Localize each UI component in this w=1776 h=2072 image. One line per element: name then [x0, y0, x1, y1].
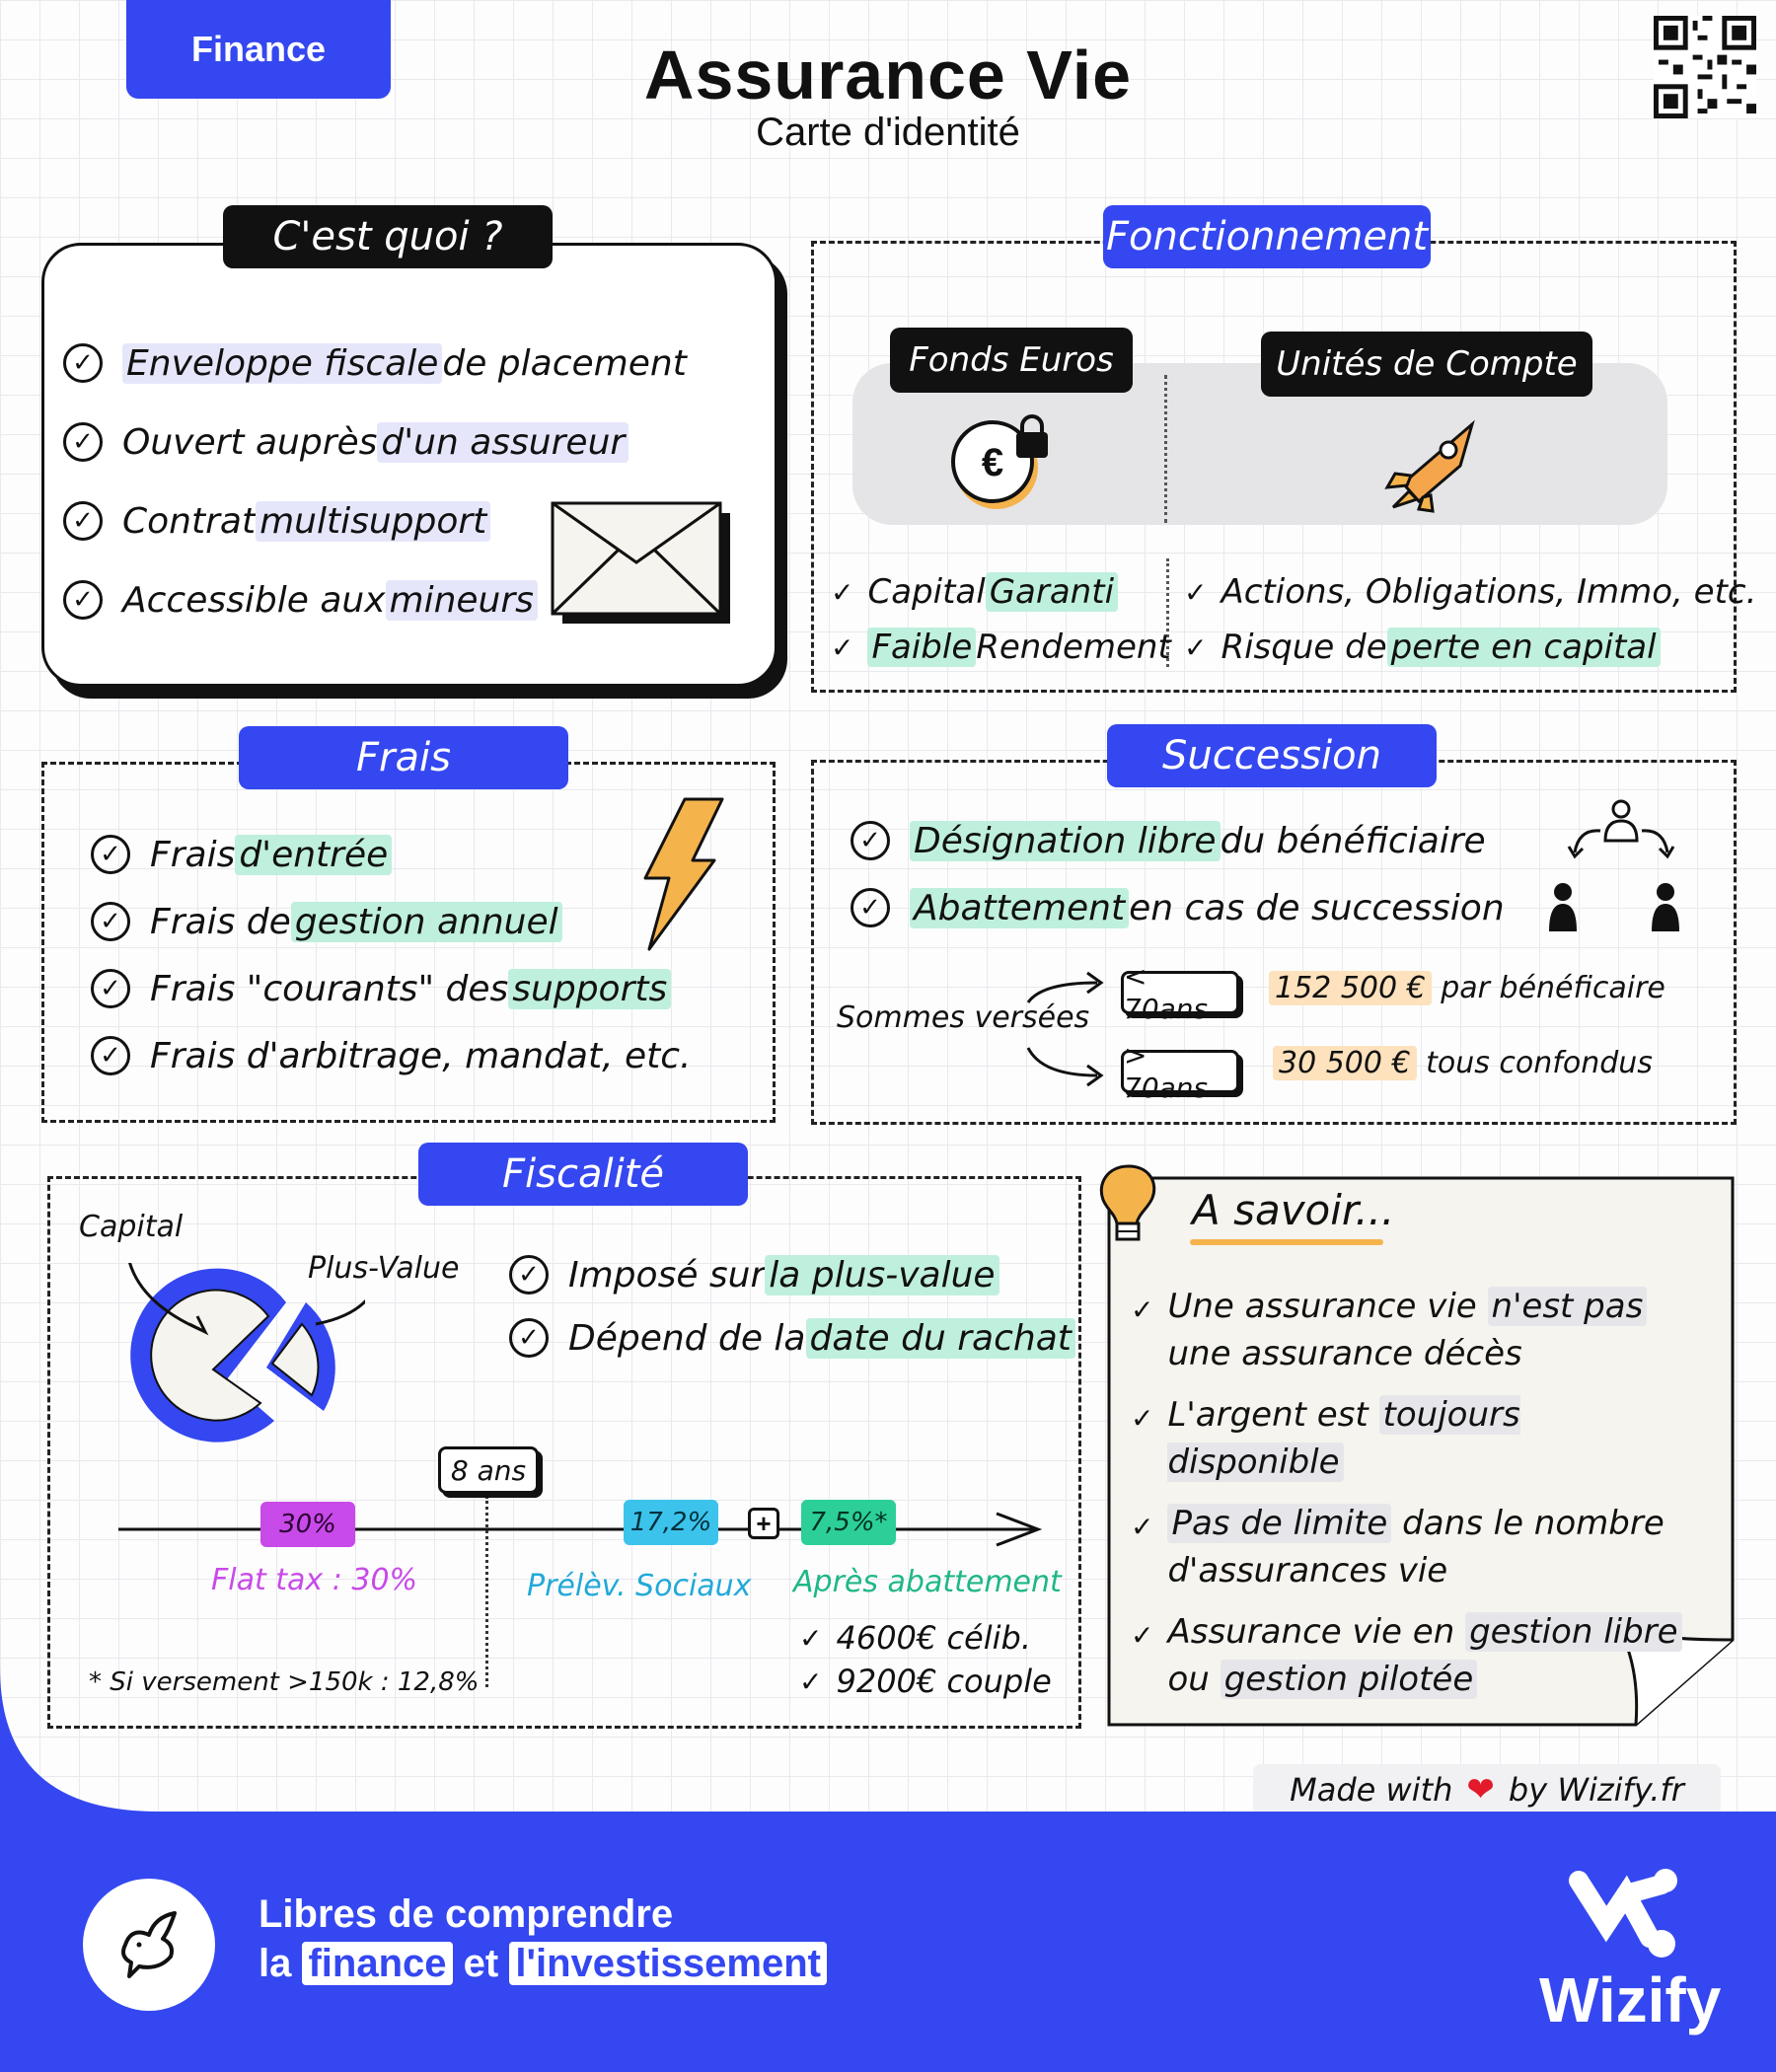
list-item: ✓ Enveloppe fiscale de placement — [63, 324, 687, 403]
beneficiaries-icon — [1549, 797, 1693, 937]
qr-code-icon[interactable] — [1654, 16, 1756, 118]
fiscalite-list — [509, 1243, 1075, 1369]
list-item: ✓ Actions, Obligations, Immo, etc. — [1184, 572, 1757, 612]
split-arrows-icon — [1022, 967, 1121, 1095]
list-item: ✓ L'argent est toujours disponible — [1131, 1395, 1520, 1482]
list-item: ✓ 4600€ célib. — [799, 1619, 1031, 1657]
lightning-icon — [631, 795, 730, 953]
check-circle-icon: ✓ — [63, 343, 103, 383]
list-item: ✓ Assurance vie en gestion libre ou gestion pilotée — [1131, 1608, 1703, 1703]
list-item: ✓ Désignation libre du bénéficiaire — [851, 807, 1505, 874]
frais-list — [91, 821, 691, 1089]
footnote: * Si versement >150k : 12,8% — [89, 1667, 480, 1697]
age-under-70-badge: < 70ans — [1121, 971, 1239, 1014]
svg-text:€: € — [981, 441, 1004, 484]
check-icon: ✓ — [1131, 1511, 1154, 1543]
age-over-70-badge: > 70ans — [1121, 1050, 1239, 1093]
succession-title: Succession — [1107, 724, 1437, 787]
abattement-under-70: 152 500 € par bénéficaire — [1269, 971, 1665, 1005]
check-circle-icon: ✓ — [851, 821, 890, 860]
envelope-icon — [549, 499, 736, 631]
cest-quoi-title: C'est quoi ? — [223, 205, 553, 268]
lightbulb-icon — [1091, 1160, 1166, 1249]
check-circle-icon: ✓ — [91, 969, 130, 1008]
unites-compte-list — [1184, 564, 1756, 675]
eight-years-badge: 8 ans — [438, 1446, 539, 1494]
fiscalite-title: Fiscalité — [418, 1143, 748, 1206]
check-icon: ✓ — [1131, 1294, 1154, 1326]
apres-abattement-label: Après abattement — [793, 1565, 1062, 1599]
prelevements-label: Prélèv. Sociaux — [527, 1569, 752, 1603]
sommes-versees-label: Sommes versées — [837, 1000, 1090, 1035]
page-title: Assurance Vie — [643, 37, 1133, 113]
list-item: ✓ Frais "courants" des supports — [91, 955, 691, 1022]
wizify-brand-name[interactable]: Wizify — [1539, 1964, 1722, 2035]
capital-label: Capital — [79, 1210, 184, 1244]
list-item: ✓ Frais d'arbitrage, mandat, etc. — [91, 1022, 691, 1089]
rocket-icon — [1373, 418, 1492, 513]
list-item: ✓ Faible Rendement — [831, 628, 1171, 667]
finance-tag: Finance — [126, 0, 391, 99]
list-item: ✓ Abattement en cas de succession — [851, 874, 1505, 941]
footer-curve — [0, 1667, 197, 1825]
made-with-credit[interactable]: Made with ❤ by Wizify.fr — [1253, 1764, 1721, 1815]
list-item: ✓ 9200€ couple — [799, 1663, 1052, 1700]
abattement-list — [799, 1616, 1052, 1703]
check-circle-icon: ✓ — [63, 580, 103, 620]
check-circle-icon: ✓ — [509, 1255, 549, 1295]
title-underline — [1190, 1239, 1383, 1245]
check-circle-icon: ✓ — [91, 902, 130, 941]
footer-tagline-line2: la finance et l'investissement — [259, 1942, 827, 1986]
apres-abattement-badge: 7,5%* — [801, 1500, 896, 1545]
heart-icon: ❤ — [1466, 1770, 1495, 1810]
list-item: ✓ Contrat multisupport — [63, 481, 687, 560]
list-item: ✓ Capital Garanti — [831, 564, 1171, 620]
list-item: ✓ Risque de perte en capital — [1184, 620, 1756, 675]
check-circle-icon: ✓ — [91, 835, 130, 874]
check-icon: ✓ — [1131, 1619, 1154, 1652]
list-item: ✓ Frais d'entrée — [91, 821, 691, 888]
list-item: ✓ Dépend de la date du rachat — [509, 1306, 1075, 1369]
list-item: ✓ Une assurance vie n'est pas une assurance décès — [1131, 1283, 1703, 1377]
check-icon: ✓ — [799, 1665, 823, 1698]
fonds-euros-list — [831, 564, 1171, 675]
capital-plus-value-pie — [118, 1263, 365, 1450]
check-icon: ✓ — [1184, 630, 1208, 664]
check-icon: ✓ — [799, 1621, 823, 1655]
divider — [1164, 375, 1167, 523]
prelevements-badge: 17,2% — [624, 1500, 718, 1545]
eight-years-marker — [485, 1496, 488, 1687]
list-item: ✓ Frais de gestion annuel — [91, 888, 691, 955]
flat-tax-label: Flat tax : 30% — [211, 1563, 418, 1597]
footer-tagline-line1: Libres de comprendre — [259, 1892, 674, 1936]
a-savoir-list — [1131, 1283, 1703, 1717]
a-savoir-title: A savoir... — [1192, 1186, 1395, 1234]
check-icon: ✓ — [831, 575, 854, 609]
check-icon: ✓ — [1131, 1402, 1154, 1435]
check-circle-icon: ✓ — [63, 501, 103, 541]
list-item: ✓ Pas de limite dans le nombre d'assurances vie — [1131, 1504, 1665, 1591]
euro-coin-lock-icon — [947, 412, 1062, 515]
unites-compte-label: Unités de Compte — [1261, 332, 1592, 397]
wizify-logo-icon[interactable] — [1563, 1865, 1681, 1973]
flat-tax-badge: 30% — [260, 1502, 355, 1547]
succession-list — [851, 807, 1505, 941]
list-item: ✓ Accessible aux mineurs — [63, 560, 687, 639]
check-circle-icon: ✓ — [63, 422, 103, 462]
check-circle-icon: ✓ — [509, 1318, 549, 1358]
check-circle-icon: ✓ — [91, 1036, 130, 1075]
plus-value-label: Plus-Value — [308, 1251, 460, 1286]
list-item: ✓ Ouvert auprès d'un assureur — [63, 403, 687, 481]
fonds-euros-label: Fonds Euros — [890, 328, 1133, 393]
plus-icon: + — [748, 1508, 779, 1539]
check-circle-icon: ✓ — [851, 888, 890, 927]
page-subtitle: Carte d'identité — [756, 111, 1020, 154]
dove-logo — [83, 1879, 215, 2011]
list-item: ✓ Imposé sur la plus-value — [509, 1243, 1075, 1306]
abattement-over-70: 30 500 € tous confondus — [1273, 1046, 1653, 1080]
fonctionnement-title: Fonctionnement — [1103, 205, 1431, 268]
dove-icon — [110, 1905, 188, 1984]
check-icon: ✓ — [1184, 575, 1208, 609]
check-icon: ✓ — [831, 630, 854, 664]
frais-title: Frais — [239, 726, 568, 789]
timeline-arrow — [118, 1500, 1046, 1559]
